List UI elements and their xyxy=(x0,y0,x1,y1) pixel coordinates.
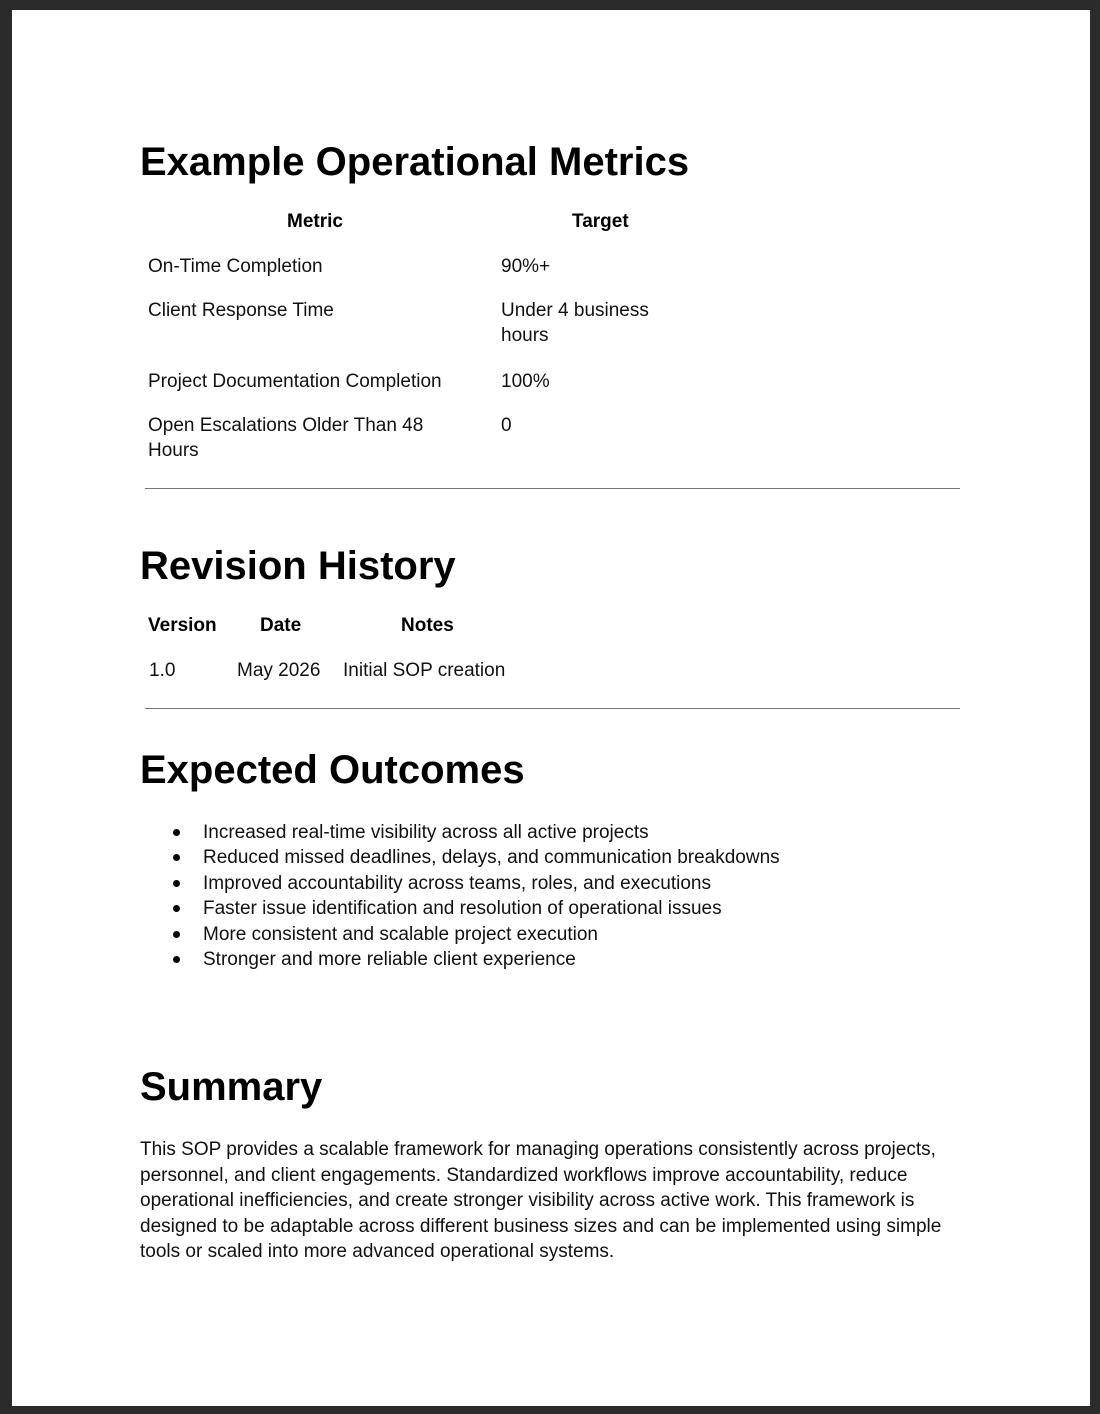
outcomes-heading: Expected Outcomes xyxy=(140,748,525,792)
bullet-icon xyxy=(173,956,180,963)
list-item-text: Stronger and more reliable client experience xyxy=(203,949,576,971)
list-item-text: Improved accountability across teams, roles, and executions xyxy=(203,872,711,894)
metric-cell: Project Documentation Completion xyxy=(148,371,442,392)
metric-cell: Open Escalations Older Than 48 Hours xyxy=(148,415,424,461)
section-divider xyxy=(145,488,960,489)
metrics-col-target: Target xyxy=(572,211,629,232)
list-item-text: Increased real-time visibility across all active projects xyxy=(203,822,649,843)
section-divider xyxy=(145,708,960,709)
revision-col-date: Date xyxy=(260,615,302,636)
list-item xyxy=(140,845,780,870)
revision-heading: Revision History xyxy=(140,544,456,588)
target-cell: 90%+ xyxy=(501,256,551,277)
target-cell: 100% xyxy=(501,371,550,392)
list-item xyxy=(140,947,780,972)
list-item-text: Reduced missed deadlines, delays, and communication breakdowns xyxy=(203,847,780,869)
list-item xyxy=(140,871,780,896)
target-cell: 0 xyxy=(501,415,512,436)
list-item-text: Faster issue identification and resolution of operational issues xyxy=(203,898,722,920)
notes-cell: Initial SOP creation xyxy=(343,660,506,681)
list-item xyxy=(140,820,780,845)
summary-heading: Summary xyxy=(140,1065,323,1109)
document-page xyxy=(12,10,1090,1406)
bullet-icon xyxy=(173,931,180,938)
date-cell: May 2026 xyxy=(237,660,321,681)
list-item-text: More consistent and scalable project execution xyxy=(203,923,599,945)
bullet-icon xyxy=(173,854,180,861)
revision-col-notes: Notes xyxy=(401,615,454,636)
metric-cell: On-Time Completion xyxy=(148,256,323,277)
revision-col-version: Version xyxy=(148,615,217,636)
bullet-icon xyxy=(173,829,180,836)
target-cell: Under 4 business hours xyxy=(501,300,649,346)
outcomes-list xyxy=(140,820,780,972)
list-item xyxy=(140,896,780,921)
metrics-col-metric: Metric xyxy=(287,211,343,232)
bullet-icon xyxy=(173,880,180,887)
metrics-heading: Example Operational Metrics xyxy=(140,140,690,184)
summary-paragraph: This SOP provides a scalable framework for managing operations consistently across projects, personnel, and client engagements. Standardized workflows improve accountability, reduce operational inefficiencies, and create stronger visibility across active work. This framework is designed to be adaptable across different business sizes and can be implemented using simple tools or scaled into more advanced operational systems. xyxy=(140,1139,942,1262)
bullet-icon xyxy=(173,905,180,912)
version-cell: 1.0 xyxy=(149,660,176,681)
metric-cell: Client Response Time xyxy=(148,300,334,321)
list-item xyxy=(140,922,780,947)
